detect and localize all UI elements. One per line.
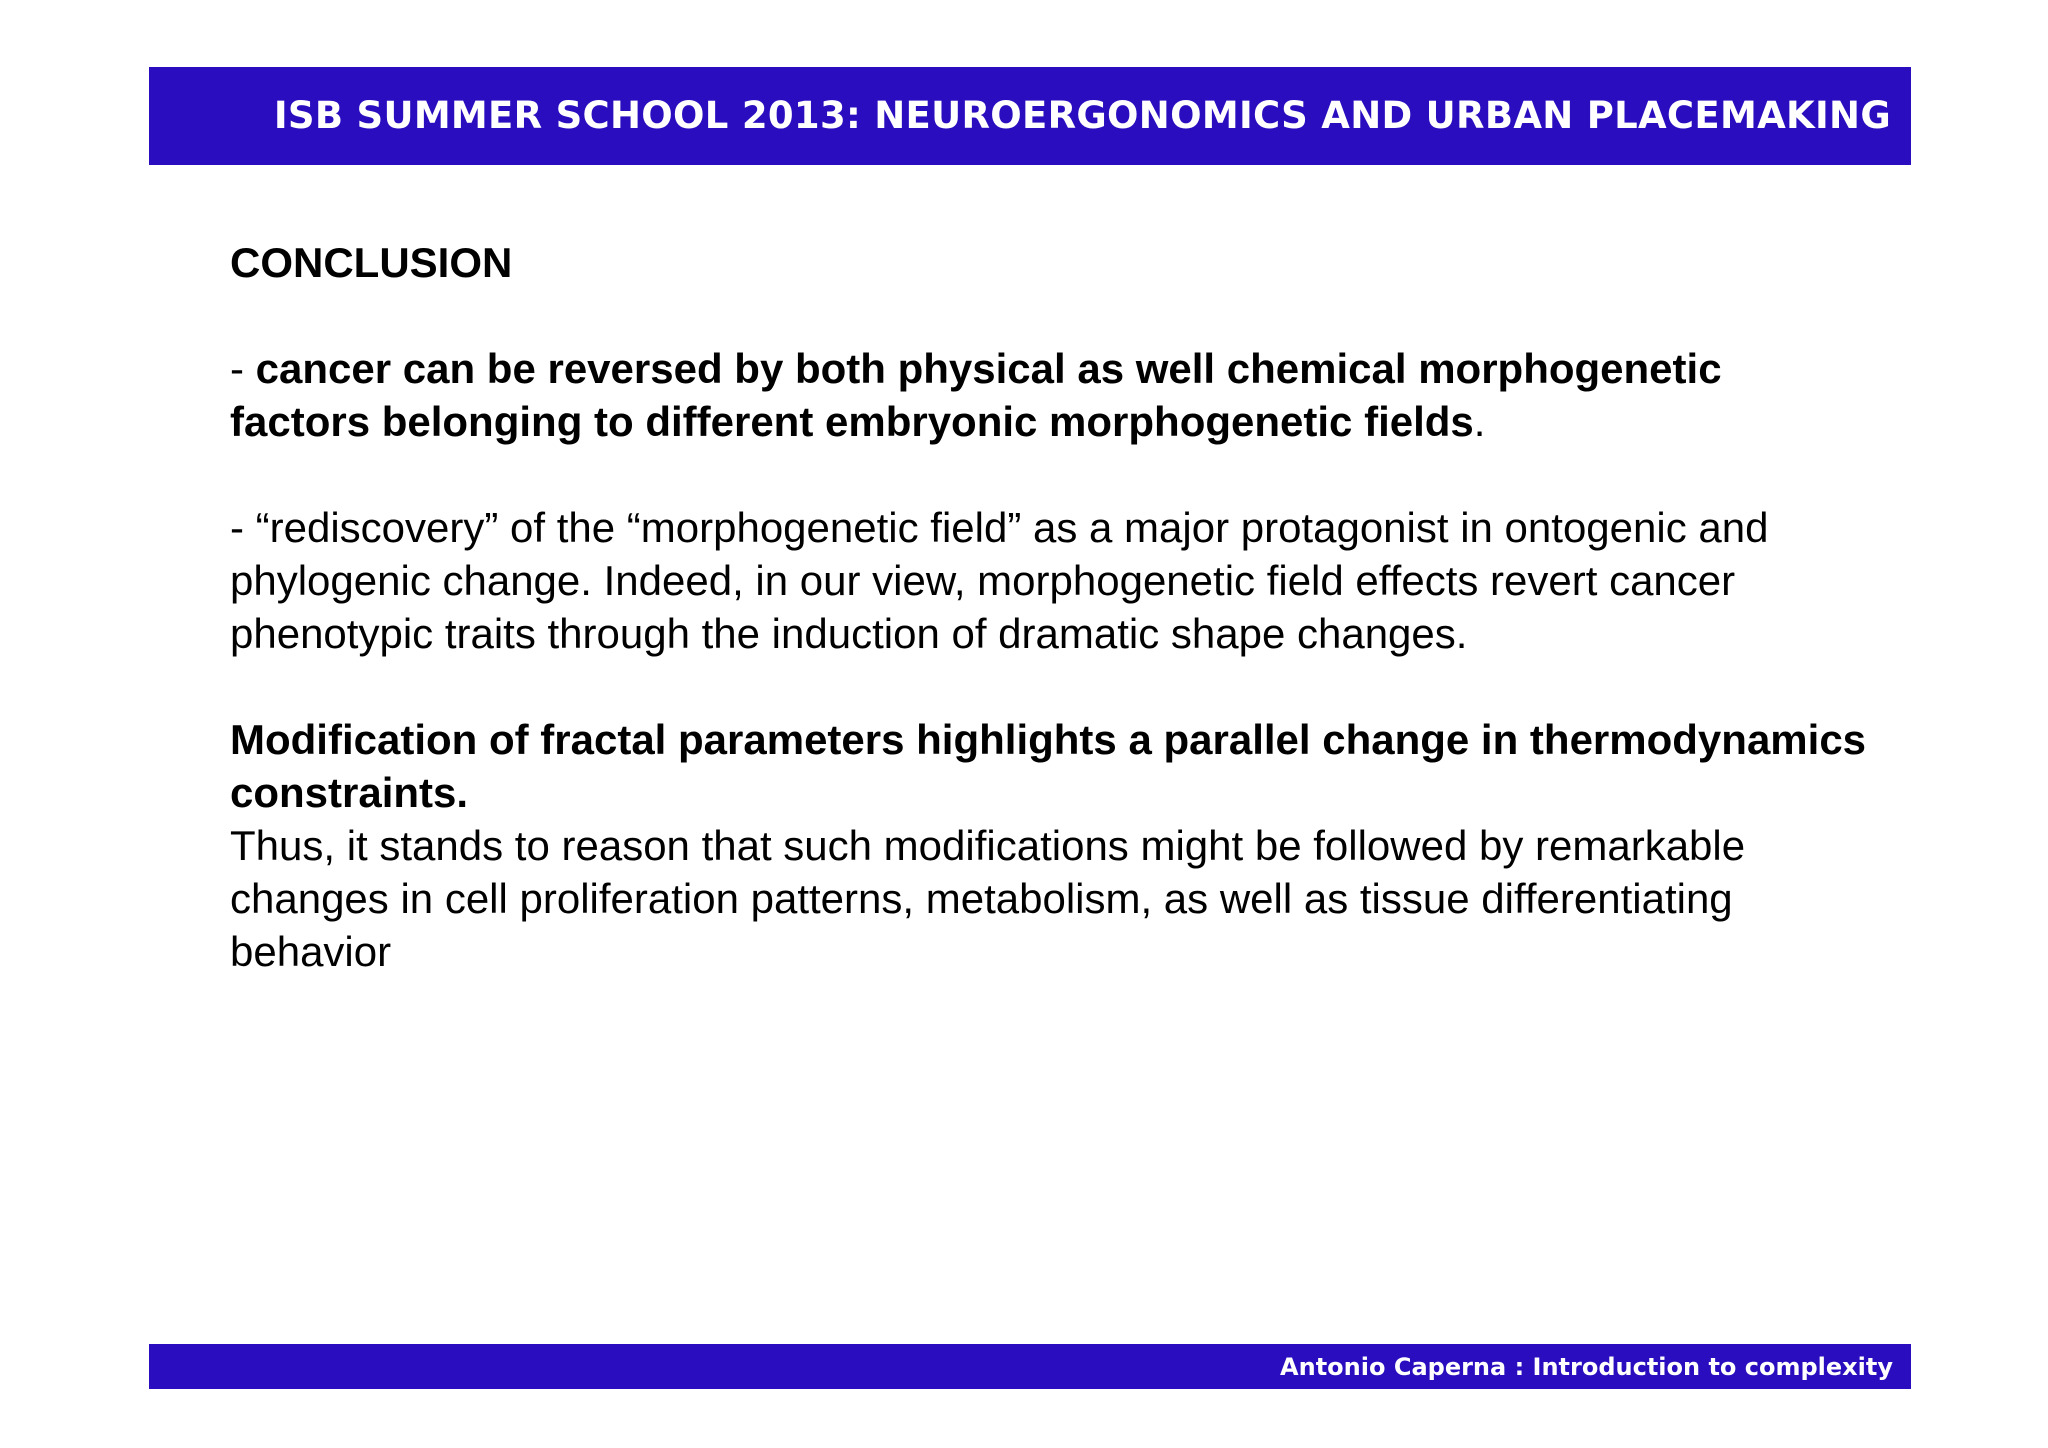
point-cancer-reversal [230, 342, 1870, 448]
header-title: ISB SUMMER SCHOOL 2013: NEUROERGONOMICS AND URBAN PLACEMAKING [273, 94, 1891, 137]
point-prefix: - [230, 345, 256, 392]
footer-bar [149, 1344, 1911, 1389]
slide-content [230, 236, 1870, 978]
point-fractal-parameters-bold: Modification of fractal parameters highlights a parallel change in thermodynamics constraints. [230, 716, 1867, 816]
spacer [230, 660, 1870, 713]
conclusion-heading: CONCLUSION [230, 239, 513, 286]
point-fractal-parameters-text: Thus, it stands to reason that such modifications might be followed by remarkable changes in cell proliferation patterns, metabolism, as well as tissue differentiating behavior [230, 822, 1746, 975]
header-bar [149, 67, 1911, 165]
spacer [230, 448, 1870, 501]
spacer [230, 289, 1870, 342]
point-morphogenetic-field: - “rediscovery” of the “morphogenetic field” as a major protagonist in ontogenic and phylogenic change. Indeed, in our view, morphogenetic field effects revert cancer phenotypic traits through the induction of dramatic shape changes. [230, 504, 1769, 657]
point-suffix: . [1473, 398, 1486, 445]
footer-credit: Antonio Caperna : Introduction to complexity [1280, 1353, 1893, 1381]
point-cancer-reversal-bold: cancer can be reversed by both physical as well chemical morphogenetic factors belonging to different embryonic morphogenetic fields [230, 345, 1722, 445]
